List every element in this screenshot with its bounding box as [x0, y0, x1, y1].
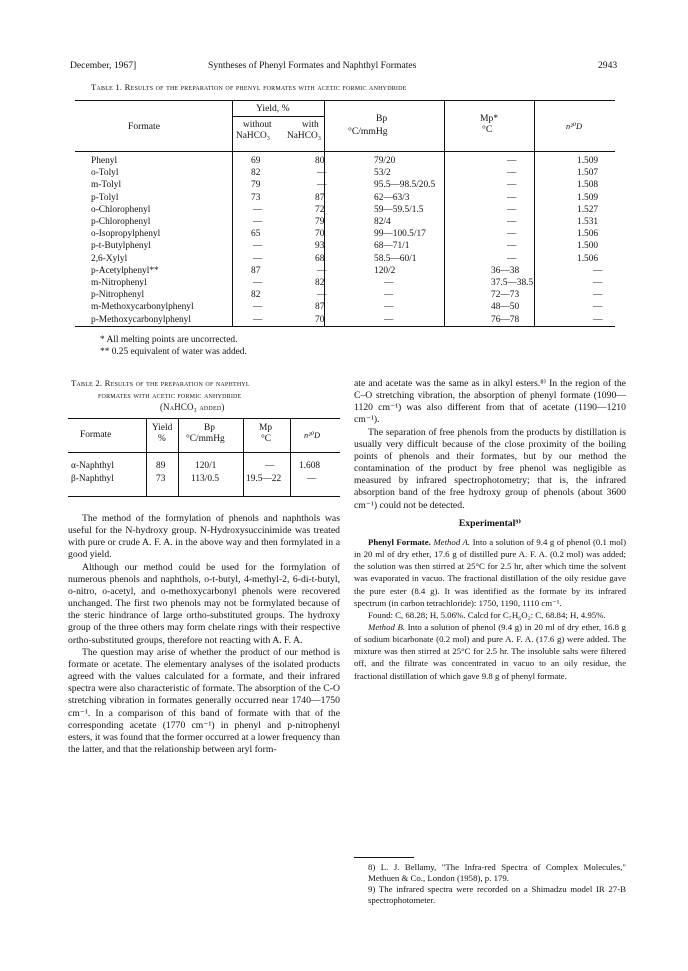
- table1-cell-bp: 58.5—60/1: [374, 253, 417, 264]
- table1-cell-without: 87: [251, 265, 261, 276]
- table1-cell-n: 1.509: [577, 192, 599, 203]
- table1-cell-n: 1.531: [577, 217, 599, 227]
- table2-cell-bp: 120/1: [195, 461, 217, 471]
- table2-head-rule: [68, 452, 340, 453]
- table1-cell-bp: 95.5—98.5/20.5: [374, 180, 436, 191]
- table1-cell-n: 1.506: [577, 253, 599, 264]
- table1-cell-mp: —: [507, 204, 517, 215]
- table1-row: [91, 192, 599, 204]
- reference-9: 9) The infrared spectra were recorded on a Shimadzu model IR 27-B spectrophotometer.: [368, 884, 626, 905]
- method-b-text: Into a solution of phenol (9.4 g) in 20 ml of dry ether, 16.8 g of sodium bicarbonate (0.2 mol) and pure A. F. A. (17.6 g) were added. The mixture was then stirred at 25°C for 2.5 hr. The insoluble salts were filtered off, and the filtrate was concentrated in vacuo to an oily residue, the fractional distillation of which gave 9.8 g of phenyl formate.: [354, 621, 626, 681]
- table1-cell-with: 70: [315, 314, 325, 325]
- table1-cell-with: 80: [315, 156, 325, 166]
- table1-cell-bp: —: [384, 290, 394, 301]
- table1-head-bp-unit: °C/mmHg: [348, 126, 388, 137]
- table1-cell-with: 72: [315, 204, 325, 215]
- experimental-heading: Experimental⁹⁾: [458, 517, 522, 529]
- table1-cell-without: —: [253, 278, 263, 288]
- table2-cell-yield: 89: [156, 461, 166, 471]
- table1-head-mp-unit: °C: [482, 124, 493, 135]
- table2-cell-n: 1.608: [299, 461, 321, 471]
- table1-cell-formate: 2,6-Xylyl: [91, 253, 128, 264]
- table1-cell-with: 87: [315, 192, 325, 203]
- table1-cell-bp: —: [384, 278, 394, 288]
- yield-rule: [232, 116, 324, 117]
- table1-row: [91, 167, 599, 179]
- method-a-label: Method A.: [433, 536, 471, 547]
- running-header-title: Syntheses of Phenyl Formates and Naphthyl Formates: [208, 60, 417, 71]
- table1-row: [91, 216, 599, 228]
- table1-cell-n: —: [593, 314, 603, 325]
- table1-cell-n: 1.509: [577, 156, 599, 166]
- table1-cell-n: 1.506: [577, 229, 599, 240]
- table2-row: [71, 473, 341, 485]
- table1-cell-with: —: [317, 265, 327, 276]
- table1-head-yield: Yield, %: [256, 103, 290, 114]
- table1-cell-bp: 82/4: [374, 217, 391, 227]
- references: [354, 862, 626, 906]
- table2-cell-formate: α-Naphthyl: [71, 461, 114, 471]
- table1-cell-n: —: [593, 290, 603, 301]
- table1-cell-mp: —: [507, 156, 517, 166]
- table1-bottom-rule: [75, 326, 615, 327]
- table1-cell-with: 87: [315, 302, 325, 313]
- table2-cell-n: —: [307, 474, 317, 484]
- table1-cell-mp: 37.5—38.5: [491, 278, 534, 288]
- table1-cell-bp: 79/20: [374, 156, 396, 166]
- table1-cell-with: 82: [315, 278, 325, 288]
- table1-cell-bp: 120/2: [374, 265, 396, 276]
- table1-row: [91, 314, 603, 326]
- table1-cell-mp: —: [507, 180, 517, 191]
- table1-cell-n: —: [593, 302, 603, 313]
- table1-head-formate: Formate: [128, 121, 160, 132]
- references-rule: [354, 857, 414, 858]
- table1-cell-mp: —: [507, 229, 517, 240]
- table1-row: [91, 289, 603, 301]
- table1-cell-without: —: [253, 302, 263, 313]
- table1-row: [91, 277, 603, 289]
- reference-8: 8) L. J. Bellamy, "The Infra-red Spectra of Complex Molecules," Methuen & Co., London (1958), p. 179.: [368, 862, 626, 883]
- table1-head-without: without: [243, 120, 272, 130]
- table1-cell-without: 69: [251, 156, 261, 166]
- table2-row: [71, 460, 341, 472]
- table1-cell-formate: p-t-Butylphenyl: [91, 241, 151, 252]
- table2-cell-yield: 73: [156, 474, 166, 484]
- table2-head-mp: Mp: [259, 423, 273, 433]
- right-column: [354, 378, 626, 682]
- table1-head-refractive-index: n²⁰D: [566, 122, 583, 131]
- table1-cell-mp: 76—78: [491, 314, 520, 325]
- table1-cell-mp: —: [507, 241, 517, 252]
- table1-row: [91, 253, 599, 265]
- table1-head-bp: Bp: [376, 113, 388, 124]
- table1-cell-without: —: [253, 241, 263, 252]
- table1-caption: Table 1. Results of the preparation of phenyl formates with acetic formic anhydride: [91, 82, 407, 92]
- table1-cell-bp: 68—71/1: [374, 241, 410, 252]
- table1-head-nahco3-a: NaHCO₃: [236, 131, 270, 141]
- table2-top-rule: [68, 418, 340, 419]
- table1-cell-with: 70: [315, 229, 325, 240]
- compound-title: Phenyl Formate.: [368, 536, 431, 547]
- table2-head-bp-unit: °C/mmHg: [186, 434, 225, 444]
- table1-cell-mp: —: [507, 168, 517, 179]
- table1-cell-with: 93: [315, 241, 325, 252]
- table1-cell-formate: m-Nitrophenyl: [91, 278, 147, 288]
- table1-cell-without: 82: [251, 290, 261, 301]
- table1-cell-with: —: [317, 290, 327, 301]
- table2-cell-formate: β-Naphthyl: [71, 474, 114, 484]
- table2-caption-line2: formates with acetic formic anhydride: [98, 390, 242, 400]
- table1-cell-bp: 53/2: [374, 168, 391, 179]
- table1-cell-without: 65: [251, 229, 261, 240]
- table1-cell-formate: p-Nitrophenyl: [91, 290, 145, 301]
- table1-cell-mp: 48—50: [491, 302, 520, 313]
- table1-cell-n: 1.500: [577, 241, 599, 252]
- table1-head-with: with: [302, 120, 319, 130]
- right-paragraph-5: [354, 621, 626, 682]
- table1-row: [91, 265, 603, 277]
- table1-cell-formate: Phenyl: [91, 156, 118, 166]
- table1-cell-bp: —: [384, 302, 394, 313]
- table2-bottom-rule: [68, 496, 340, 497]
- table2-head-bp: Bp: [204, 423, 215, 433]
- table1-cell-bp: 59—59.5/1.5: [374, 204, 424, 215]
- table1-cell-formate: m-Tolyl: [91, 180, 122, 191]
- left-paragraph-3: The question may arise of whether the product of our method is formate or acetate. The elementary analyses of the isolated products agreed with the values calculated for a formate, and their infrared spectra were also characteristic of formate. The absorption of the C-O stretching vibration in formates generally occurred near 1740—1750 cm⁻¹. In a comparison of this band of formate with that of the corresponding acetate (1770 cm⁻¹) in phenyl and p-nitrophenyl esters, it was found that the former occurred at a lower frequency than the latter, and that the relationship between aryl form-: [68, 646, 340, 755]
- table1-cell-without: —: [253, 314, 263, 325]
- table1-cell-without: 79: [251, 180, 261, 191]
- table1-cell-without: —: [253, 204, 263, 215]
- table1-cell-n: 1.508: [577, 180, 599, 191]
- left-paragraph-2: Although our method could be used for the formylation of numerous phenols and naphthols, o-t-butyl, 4-methyl-2, 6-di-t-butyl, o-nitro, o-acetyl, and o-methoxycarbonyl phenols were recovered unchanged. The first two phenols may not be formylated because of the steric hindrance of large ortho-substituted groups. The hydroxy group of the three others may form chelate rings with their respective ortho-substituted groups, therefore not reacting with A. F. A.: [68, 561, 340, 646]
- table1-cell-n: 1.507: [577, 168, 599, 179]
- table2-cell-mp: —: [265, 461, 275, 471]
- right-paragraph-2: The separation of free phenols from the products by distillation is usually very difficult because of the close proximity of the boiling points of phenols and their formates, but by our method the contamination of the product by free phenol was negligible as measured by infrared spectrophotometry; that is, the infrared absorption band of the free hydroxy group of phenols (about 3600 cm⁻¹) could not be detected.: [354, 426, 626, 511]
- table1-cell-formate: p-Tolyl: [91, 192, 119, 203]
- table1-cell-formate: p-Acetylphenyl**: [91, 265, 159, 276]
- table1-row: [91, 240, 599, 252]
- table1-cell-formate: o-Tolyl: [91, 168, 119, 179]
- table2-head-yield-unit: %: [158, 434, 166, 444]
- table1-cell-n: —: [593, 278, 603, 288]
- table1-footnote-1: * All melting points are uncorrected.: [100, 335, 238, 345]
- table1-cell-bp: 99—100.5/17: [374, 229, 426, 240]
- table1-cell-with: —: [317, 180, 327, 191]
- table1-cell-formate: m-Methoxycarbonylphenyl: [91, 302, 194, 313]
- table1-cell-with: 79: [315, 217, 325, 227]
- table1-cell-with: —: [317, 168, 327, 179]
- table2-cell-mp: 19.5—22: [246, 474, 282, 484]
- table1-cell-formate: o-Isopropylphenyl: [91, 229, 161, 240]
- table2-cell-bp: 113/0.5: [191, 474, 220, 484]
- table1-cell-without: 73: [251, 192, 261, 203]
- left-column: [68, 513, 340, 756]
- table1-row: [91, 204, 599, 216]
- table1-head-mp: Mp*: [480, 113, 499, 124]
- table1-row: [91, 179, 599, 191]
- table2-head-refractive-index: n²⁰D: [304, 431, 321, 440]
- right-paragraph-4: Found: C, 68.28; H, 5.06%. Calcd for C₇H₆O₂: C, 68.84; H, 4.95%.: [368, 609, 606, 620]
- table2-caption-line3: (NaHCO₃ added): [160, 402, 225, 412]
- table1-row: [91, 301, 603, 313]
- table2-head-yield: Yield: [152, 423, 173, 433]
- table2-caption-line1: Table 2. Results of the preparation of naphthyl: [71, 378, 250, 388]
- method-b-label: Method B.: [368, 621, 406, 632]
- table1-row: [91, 228, 599, 240]
- method-a-text: Into a solution of 9.4 g of phenol (0.1 mol) in 20 ml of dry ether, 17.6 g of distilled pure A. F. A. (0.2 mol) was added; the solution was then stirred at 25°C for 2.5 hr, after which time the solvent was evaporated in vacuo. The fractional distillation of the oily residue gave the pure ester (8.4 g). It was identified as the formate by its infrared spectrum (in carbon tetrachloride): 1750, 1190, 1110 cm⁻¹.: [354, 536, 627, 608]
- table1-cell-mp: —: [507, 217, 517, 227]
- table1-row: [91, 155, 599, 167]
- table1-cell-formate: p-Chlorophenyl: [91, 217, 151, 227]
- table1-cell-mp: 72—73: [491, 290, 520, 301]
- table1-head-nahco3-b: NaHCO₃: [287, 131, 321, 141]
- table1-cell-bp: —: [384, 314, 394, 325]
- table1-cell-with: 68: [315, 253, 325, 264]
- table1-cell-formate: p-Methoxycarbonylphenyl: [91, 314, 191, 325]
- running-header-date: December, 1967]: [70, 60, 137, 71]
- table1-cell-without: 82: [251, 168, 261, 179]
- left-paragraph-1: The method of the formylation of phenols and naphthols was useful for the N-hydroxy group. N-Hydroxysuccinimide was treated with pure or crude A. F. A. in the above way and then formylated in a good yield.: [68, 513, 340, 561]
- page-number: 2943: [598, 60, 618, 71]
- table1-cell-mp: —: [507, 192, 517, 203]
- table2-head-mp-unit: °C: [261, 434, 272, 444]
- table1-cell-bp: 62—63/3: [374, 192, 410, 203]
- right-paragraph-3: [354, 536, 626, 609]
- table1-cell-mp: —: [507, 253, 517, 264]
- table1-cell-without: —: [253, 217, 263, 227]
- table1-cell-n: 1.527: [577, 204, 599, 215]
- table1-cell-n: —: [593, 265, 603, 276]
- table1-cell-formate: o-Chlorophenyl: [91, 204, 151, 215]
- table1-footnote-2: ** 0.25 equivalent of water was added.: [100, 347, 247, 357]
- right-paragraph-1: ate and acetate was the same as in alkyl esters.⁸⁾ In the region of the C–O stretching vibration, the absorption of phenyl formate (1090—1120 cm⁻¹) was also different from that of acetate (1190—1210 cm⁻¹).: [354, 378, 626, 426]
- table1-cell-without: —: [253, 253, 263, 264]
- table1-cell-mp: 36—38: [491, 265, 520, 276]
- table2-head-formate: Formate: [80, 430, 112, 440]
